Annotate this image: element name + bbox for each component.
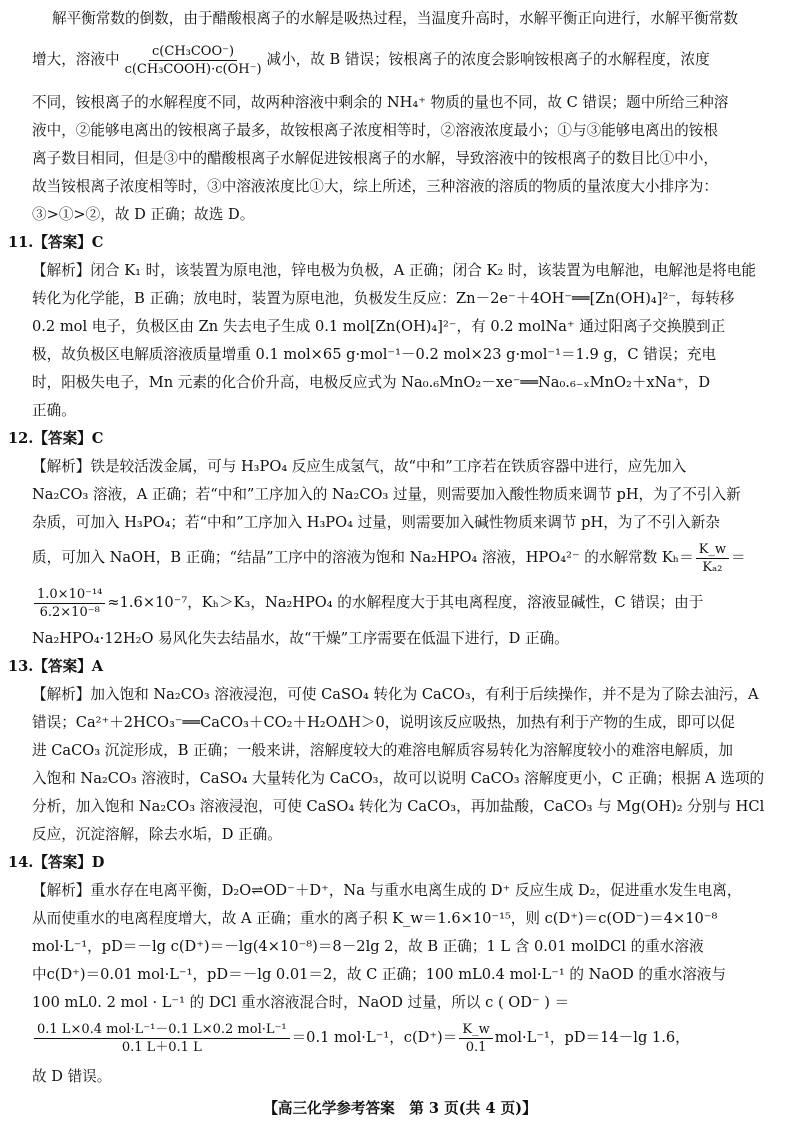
text-line: 入饱和 Na₂CO₃ 溶液时，CaSO₄ 大量转化为 CaCO₃，故可以说明 CaCO₃ 溶解度更小，C 正确；根据 A 选项的 [32,770,765,787]
text-line: 正确。 [32,402,76,419]
text-segment: 减小，故 B 错误；铵根离子的浓度会影响铵根离子的水解程度，浓度 [266,51,710,68]
text-segment: 增大，溶液中 [32,51,120,68]
text-line: ③>①>②，故 D 正确；故选 D。 [32,206,255,223]
text-line-with-fraction [32,38,770,82]
text-line: 【解析】加入饱和 Na₂CO₃ 溶液浸泡，可使 CaSO₄ 转化为 CaCO₃，有利于后续操作，并不是为了除去油污，A [32,686,759,703]
answer-heading-11: 11.【答案】C [8,234,104,251]
text-line-with-fraction [32,538,770,578]
text-line: 时，阳极失电子，Mn 元素的化合价升高，电极反应式为 Na₀.₆MnO₂－xe⁻══Na₀.₆₋ₓMnO₂＋xNa⁺，D [32,374,711,391]
text-line: 中c(D⁺)＝0.01 mol·L⁻¹，pD＝－lg 0.01＝2，故 C 正确；100 mL0.4 mol·L⁻¹ 的 NaOD 的重水溶液与 [32,966,726,983]
text-line: 杂质，可加入 H₃PO₄；若“中和”工序加入 H₃PO₄ 过量，则需要加入碱性物质来调节 pH，为了不引入新杂 [32,514,720,531]
fraction [122,43,265,78]
text-line: 转化为化学能，B 正确；放电时，装置为原电池，负极发生反应：Zn－2e⁻＋4OH⁻══[Zn(OH)₄]²⁻，每转移 [32,290,735,307]
answer-heading-14: 14.【答案】D [8,854,105,871]
text-line: 离子数目相同，但是③中的醋酸根离子水解促进铵根离子的水解，导致溶液中的铵根离子的数目比①中小， [32,150,718,167]
text-line: 错误；Ca²⁺＋2HCO₃⁻══CaCO₃＋CO₂＋H₂OΔH＞0，说明该反应吸热，加热有利于产物的生成，即可以促 [32,714,736,731]
text-segment: ＝0.1 mol·L⁻¹，c(D⁺)＝ [291,1029,458,1046]
text-line: Na₂CO₃ 溶液，A 正确；若“中和”工序加入的 Na₂CO₃ 过量，则需要加入酸性物质来调节 pH，为了不引入新 [32,486,741,503]
fraction-denominator: c(CH₃COOH)·c(OH⁻) [124,61,262,77]
text-line: 100 mL0. 2 mol · L⁻¹ 的 DCl 重水溶液混合时，NaOD 过量，所以 c ( OD⁻ ) ＝ [32,994,570,1011]
text-line: 【解析】重水存在电离平衡，D₂O⇌OD⁻＋D⁺，Na 与重水电离生成的 D⁺ 反应生成 D₂，促进重水发生电离， [32,882,742,899]
fraction [459,1021,492,1056]
fraction-numerator: 0.1 L×0.4 mol·L⁻¹－0.1 L×0.2 mol·L⁻¹ [34,1021,290,1039]
text-line: 【解析】铁是较活泼金属，可与 H₃PO₄ 反应生成氢气，故“中和”工序若在铁质容器中进行，应先加入 [32,458,687,475]
fraction [34,586,105,621]
text-line: 不同，铵根离子的水解程度不同，故两种溶液中剩余的 NH₄⁺ 物质的量也不同，故 C 错误；题中所给三种溶 [32,94,729,111]
text-segment: ≈1.6×10⁻⁷，Kₕ＞K₃，Na₂HPO₄ 的水解程度大于其电离程度，溶液显碱性，C 错误；由于 [107,594,704,611]
text-line: 【解析】闭合 K₁ 时，该装置为原电池，锌电极为负极，A 正确；闭合 K₂ 时，该装置为电解池，电解池是将电能 [32,262,756,279]
text-line: 分析，加入饱和 Na₂CO₃ 溶液浸泡，可使 CaSO₄ 转化为 CaCO₃，再加盐酸，CaCO₃ 与 Mg(OH)₂ 分别与 HCl [32,798,765,815]
text-line: 反应，沉淀溶解，除去水垢，D 正确。 [32,826,282,843]
fraction-numerator: c(CH₃COO⁻) [149,43,237,61]
answer-heading-12: 12.【答案】C [8,430,104,447]
fraction-numerator: 1.0×10⁻¹⁴ [34,586,105,604]
text-segment: 质，可加入 NaOH，B 正确；“结晶”工序中的溶液为饱和 Na₂HPO₄ 溶液，HPO₄²⁻ 的水解常数 Kₕ＝ [32,549,694,566]
text-line: 从而使重水的电离程度增大，故 A 正确；重水的离子积 K_w＝1.6×10⁻¹⁵，则 c(D⁺)＝c(OD⁻)＝4×10⁻⁸ [32,910,718,927]
text-line: 液中，②能够电离出的铵根离子最多，故铵根离子浓度相等时，②溶液浓度最小；①与③能够电离出的铵根 [32,122,718,139]
fraction-denominator: 0.1 [465,1039,487,1055]
fraction-denominator: Kₐ₂ [702,559,723,575]
text-line: 极，故负极区电解质溶液质量增重 0.1 mol×65 g·mol⁻¹－0.2 mol×23 g·mol⁻¹＝1.9 g，C 错误；充电 [32,346,717,363]
fraction [34,1021,290,1056]
text-line: 故 D 错误。 [32,1068,112,1085]
text-line-with-fraction [32,1016,770,1060]
text-segment: ＝ [731,549,746,566]
fraction-denominator: 0.1 L＋0.1 L [121,1039,202,1055]
fraction [696,541,729,576]
page-footer: 【高三化学参考答案 第 3 页(共 4 页)】 [263,1100,537,1117]
text-line-with-fraction [32,582,770,624]
text-line: Na₂HPO₄·12H₂O 易风化失去结晶水，故“干燥”工序需要在低温下进行，D 正确。 [32,630,569,647]
fraction-numerator: K_w [459,1021,492,1039]
fraction-denominator: 6.2×10⁻⁸ [39,604,100,620]
text-line: 进 CaCO₃ 沉淀形成，B 正确；一般来讲，溶解度较大的难溶电解质容易转化为溶解度较小的难溶电解质，加 [32,742,734,759]
text-segment: mol·L⁻¹，pD＝14－lg 1.6， [494,1029,690,1046]
text-line: 0.2 mol 电子，负极区由 Zn 失去电子生成 0.1 mol[Zn(OH)₄]²⁻，有 0.2 molNa⁺ 通过阳离子交换膜到正 [32,318,726,335]
answer-heading-13: 13.【答案】A [8,658,104,675]
text-line: mol·L⁻¹，pD＝－lg c(D⁺)＝－lg(4×10⁻⁸)＝8－2lg 2，故 B 正确；1 L 含 0.01 molDCl 的重水溶液 [32,938,704,955]
text-line: 解平衡常数的倒数，由于醋酸根离子的水解是吸热过程，当温度升高时，水解平衡正向进行，水解平衡常数 [52,10,738,27]
fraction-numerator: K_w [696,541,729,559]
text-line: 故当铵根离子浓度相等时，③中溶液浓度比①大，综上所述，三种溶液的溶质的物质的量浓度大小排序为： [32,178,718,195]
